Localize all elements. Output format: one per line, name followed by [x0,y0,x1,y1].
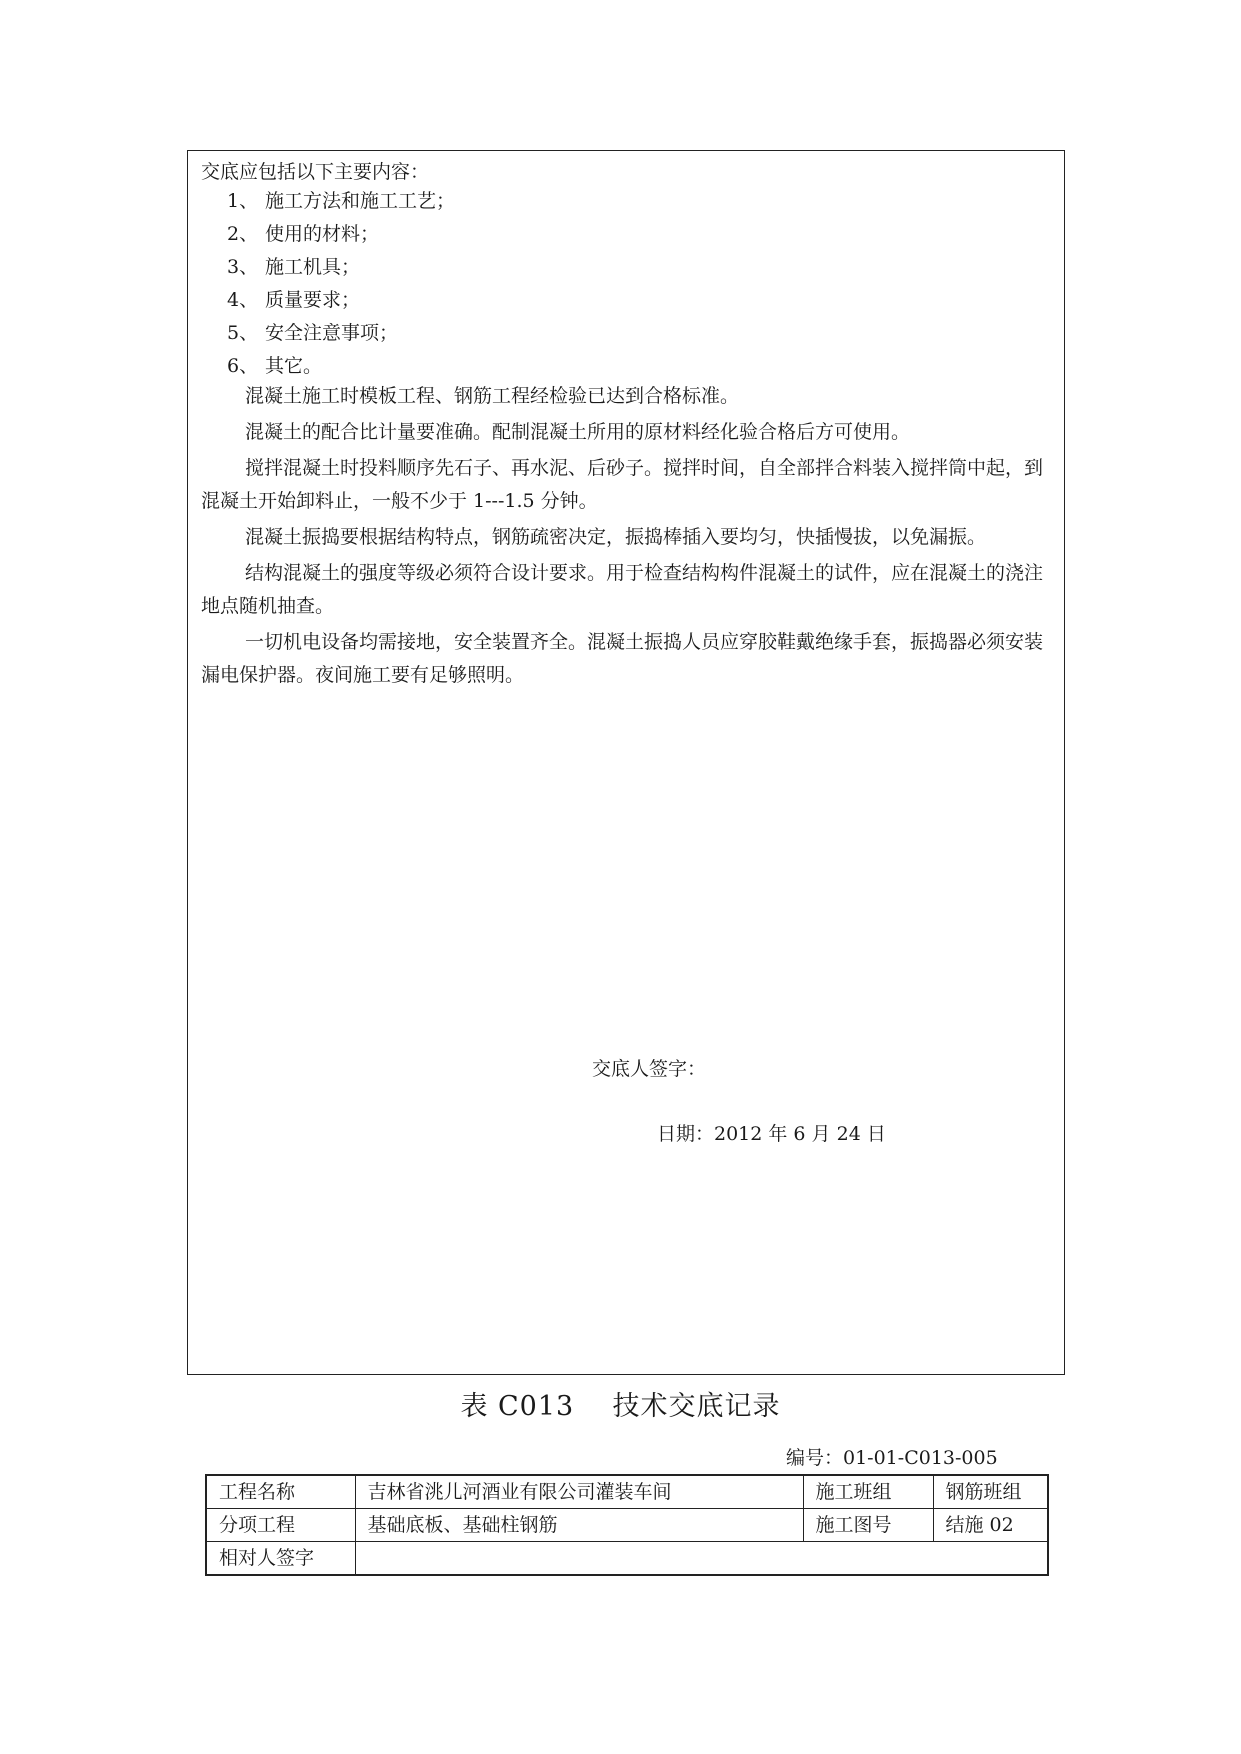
item-number: 4、 [227,289,259,311]
paragraph: 搅拌混凝土时投料顺序先石子、再水泥、后砂子。搅拌时间，自全部拌合料装入搅拌筒中起，到混凝土开始卸料止，一般不少于 1---1.5 分钟。 [201,457,1044,512]
paragraph: 结构混凝土的强度等级必须符合设计要求。用于检查结构构件混凝土的试件，应在混凝土的浇注地点随机抽查。 [201,562,1044,617]
item-text: 其它。 [265,355,323,377]
paragraph: 混凝土的配合比计量要准确。配制混凝土所用的原材料经化验合格后方可使用。 [245,421,911,443]
intro-text: 交底应包括以下主要内容： [201,161,430,183]
value-cell: 吉林省洮儿河酒业有限公司灌装车间 [355,1475,803,1509]
label-cell: 相对人签字 [206,1542,355,1576]
value-cell: 结施 02 [933,1509,1048,1542]
disclosure-content-box [187,150,1065,1375]
table-row [206,1509,1048,1542]
list-item [227,317,455,350]
table-row [206,1542,1048,1576]
form-number: 编号：01-01-C013-005 [786,1447,998,1469]
item-text: 施工机具； [265,256,361,278]
signature-label: 交底人签字： [592,1058,707,1080]
table-row [206,1475,1048,1509]
label-cell: 施工班组 [803,1475,933,1509]
paragraph: 混凝土施工时模板工程、钢筋工程经检验已达到合格标准。 [245,385,740,407]
value-cell: 基础底板、基础柱钢筋 [355,1509,803,1542]
item-number: 6、 [227,355,259,377]
signature-value-cell [355,1542,1048,1576]
item-number: 3、 [227,256,259,278]
paragraph-block [201,380,1043,695]
item-text: 安全注意事项； [265,322,399,344]
project-info-table [205,1474,1049,1576]
list-item [227,251,455,284]
list-item [227,284,455,317]
list-item [227,218,455,251]
form-title: 表 C013 技术交底记录 [460,1391,781,1422]
value-cell: 钢筋班组 [933,1475,1048,1509]
paragraph: 混凝土振捣要根据结构特点，钢筋疏密决定，振捣棒插入要均匀，快插慢拔，以免漏振。 [245,526,987,548]
label-cell: 分项工程 [206,1509,355,1542]
item-text: 使用的材料； [265,223,380,245]
item-number: 1、 [227,190,259,212]
paragraph: 一切机电设备均需接地，安全装置齐全。混凝土振捣人员应穿胶鞋戴绝缘手套，振捣器必须安装漏电保护器。夜间施工要有足够照明。 [201,631,1044,686]
list-item [227,185,455,218]
content-item-list [227,185,455,383]
item-text: 质量要求； [265,289,361,311]
item-number: 2、 [227,223,259,245]
date-text: 日期：2012 年 6 月 24 日 [657,1123,886,1145]
item-text: 施工方法和施工工艺； [265,190,456,212]
list-item [227,350,455,383]
label-cell: 工程名称 [206,1475,355,1509]
item-number: 5、 [227,322,259,344]
label-cell: 施工图号 [803,1509,933,1542]
